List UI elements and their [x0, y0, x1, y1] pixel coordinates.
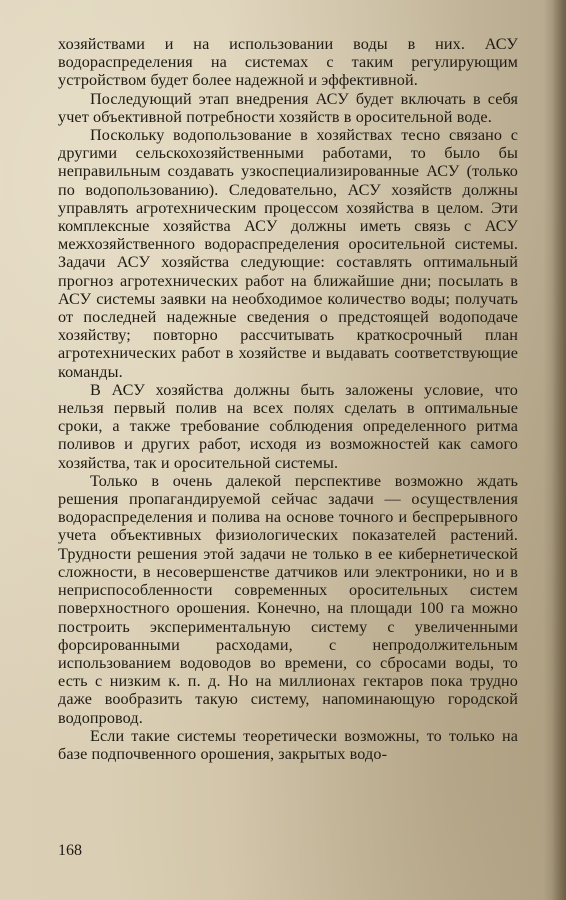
paragraph: В АСУ хозяйства должны быть заложены условие, что нельзя первый полив на всех полях сделать в оптимальные сроки, а также требование соблюдения определенного ритма поливов и других работ, исходя из возможностей как самого хозяйства, так и оросительной системы.	[58, 380, 518, 472]
paragraph: Только в очень далекой перспективе возможно ждать решения пропагандируемой сейчас задачи — осуществления водораспределения и полива на основе точного и беспрерывного учета объективных физиологических показателей растений. Трудности решения этой задачи не только в ее кибернетической сложности, в несовершенстве датчиков или электроники, но и в неприспособленности современных оросительных систем поверхностного орошения. Конечно, на площади 100 га можно построить экспериментальную систему с увеличенными форсированными расходами, с непродолжительным использованием водоводов во времени, со сбросами воды, то есть с низким к. п. д. Но на миллионах гектаров пока трудно даже вообразить такую систему, напоминающую городской водопровод.	[58, 471, 518, 727]
body-text	[58, 35, 518, 763]
paragraph: Если такие системы теоретически возможны, то только на базе подпочвенного орошения, закрытых водо-	[58, 726, 518, 763]
paragraph: Последующий этап внедрения АСУ будет включать в себя учет объективной потребности хозяйств в оросительной воде.	[58, 89, 518, 126]
page-edge-shadow	[552, 0, 566, 900]
page-number: 168	[58, 842, 82, 859]
paragraph: хозяйствами и на использовании воды в них. АСУ водораспределения на системах с таким регулирующим устройством будет более надежной и эффективной.	[58, 35, 518, 90]
paragraph: Поскольку водопользование в хозяйствах тесно связано с другими сельскохозяйственными работами, то было бы неправильным создавать узкоспециализированные АСУ (только по водопользованию). Следовательно, АСУ хозяйств должны управлять агротехническим процессом хозяйства в целом. Эти комплексные хозяйства АСУ должны иметь связь с АСУ межхозяйственного водораспределения оросительной системы. Задачи АСУ хозяйства следующие: составлять оптимальный прогноз агротехнических работ на ближайшие дни; посылать в АСУ системы заявки на необходимое количество воды; получать от последней надежные сведения о предстоящей водоподаче хозяйству; повторно рассчитывать краткосрочный план агротехнических работ в хозяйстве и выдавать соответствующие команды.	[58, 126, 518, 381]
